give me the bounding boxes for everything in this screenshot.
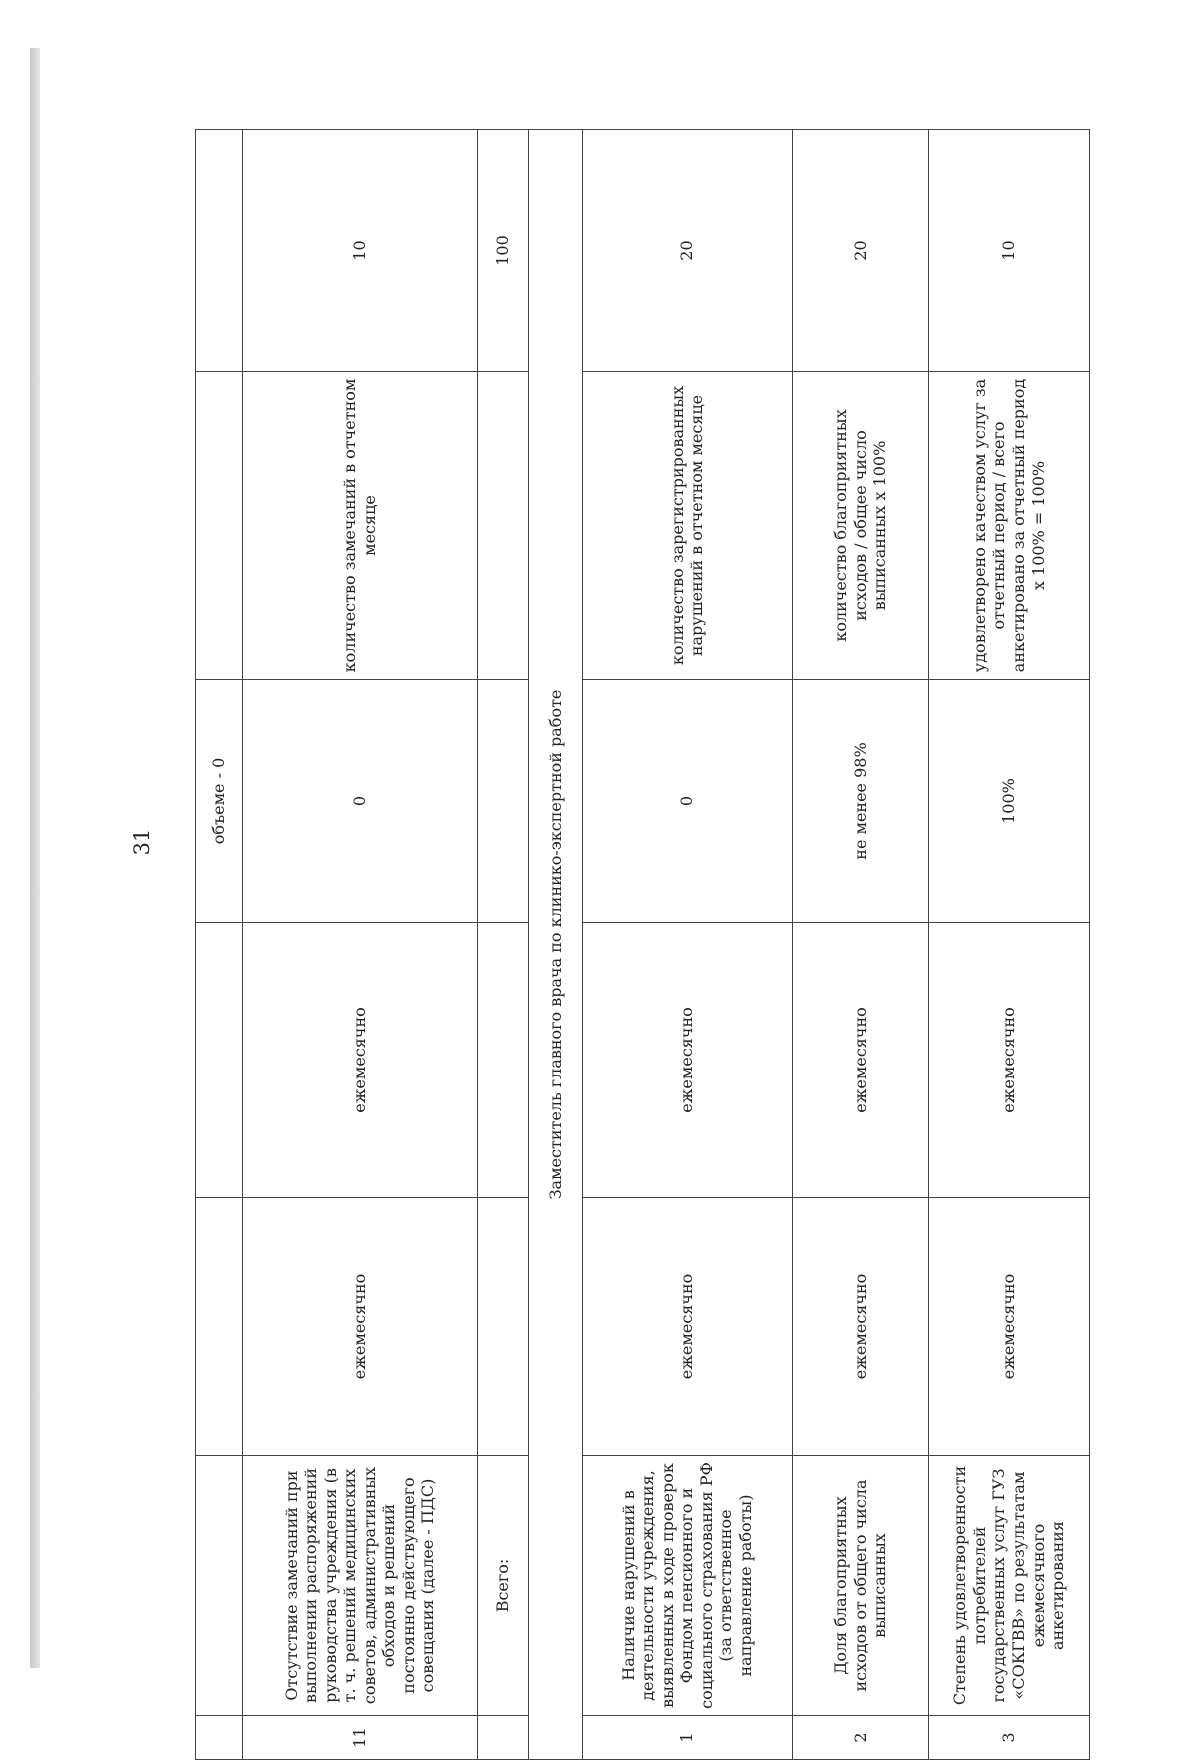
cell-top-points xyxy=(196,130,243,372)
total-empty xyxy=(477,680,528,923)
periodicity-cell: ежемесячно xyxy=(242,923,477,1198)
points-cell: 20 xyxy=(582,130,792,372)
table-row-top xyxy=(196,130,243,1760)
total-empty xyxy=(477,372,528,680)
table-row-section xyxy=(528,130,582,1760)
cell-top-formula xyxy=(196,372,243,680)
formula-cell: количество замечаний в отчетном месяце xyxy=(242,372,477,680)
periodicity-cell: ежемесячно xyxy=(792,1198,928,1456)
formula-cell: удовлетворено качеством услуг за отчетный период / всего анкетировано за отчетный период х 100% = 100% xyxy=(929,372,1090,680)
scan-edge xyxy=(30,48,40,1668)
formula-cell: количество зарегистрированных нарушений в отчетном месяце xyxy=(582,372,792,680)
cell-top-num xyxy=(196,1716,243,1760)
indicator-cell: Отсутствие замечаний при выполнении распоряжений руководства учреждения (в т. ч. решений медицинских советов, административных обходов и решений постоянно действующего совещания (далее - ПДС) xyxy=(242,1456,477,1716)
cell-top-target: объеме - 0 xyxy=(196,680,243,923)
periodicity-cell: ежемесячно xyxy=(242,1198,477,1456)
target-cell: 0 xyxy=(582,680,792,923)
table-row xyxy=(929,130,1090,1760)
table-row xyxy=(582,130,792,1760)
table-row xyxy=(792,130,928,1760)
total-empty xyxy=(477,923,528,1198)
row-number: 2 xyxy=(792,1716,928,1760)
rotated-table-wrapper xyxy=(195,130,1090,1760)
total-empty xyxy=(477,1198,528,1456)
target-cell: 0 xyxy=(242,680,477,923)
cell-top-periodicity-1 xyxy=(196,1198,243,1456)
indicators-table xyxy=(195,129,1090,1760)
indicator-cell: Степень удовлетворенности потребителей государственных услуг ГУЗ «СОКГВВ» по результатам ежемесячного анкетирования xyxy=(929,1456,1090,1716)
indicator-cell: Наличие нарушений в деятельности учреждения, выявленных в ходе проверок Фондом пенсионного и социального страхования РФ (за ответственное направление работы) xyxy=(582,1456,792,1716)
periodicity-cell: ежемесячно xyxy=(582,1198,792,1456)
row-number: 1 xyxy=(582,1716,792,1760)
indicator-cell: Доля благоприятных исходов от общего числа выписанных xyxy=(792,1456,928,1716)
periodicity-cell: ежемесячно xyxy=(929,923,1090,1198)
points-cell: 20 xyxy=(792,130,928,372)
total-points: 100 xyxy=(477,130,528,372)
cell-top-indicator xyxy=(196,1456,243,1716)
row-number: 11 xyxy=(242,1716,477,1760)
target-cell: 100% xyxy=(929,680,1090,923)
points-cell: 10 xyxy=(242,130,477,372)
table-row-11 xyxy=(242,130,477,1760)
formula-cell: количество благоприятных исходов / общее число выписанных х 100% xyxy=(792,372,928,680)
points-cell: 10 xyxy=(929,130,1090,372)
table-frame xyxy=(195,130,1090,1760)
total-label: Всего: xyxy=(477,1456,528,1716)
cell-top-periodicity-2 xyxy=(196,923,243,1198)
page-number: 31 xyxy=(130,828,154,856)
periodicity-cell: ежемесячно xyxy=(929,1198,1090,1456)
table-row-total xyxy=(477,130,528,1760)
periodicity-cell: ежемесячно xyxy=(792,923,928,1198)
section-title: Заместитель главного врача по клинико-экспертной работе xyxy=(528,130,582,1760)
periodicity-cell: ежемесячно xyxy=(582,923,792,1198)
row-number: 3 xyxy=(929,1716,1090,1760)
total-empty-num xyxy=(477,1716,528,1760)
target-cell: не менее 98% xyxy=(792,680,928,923)
